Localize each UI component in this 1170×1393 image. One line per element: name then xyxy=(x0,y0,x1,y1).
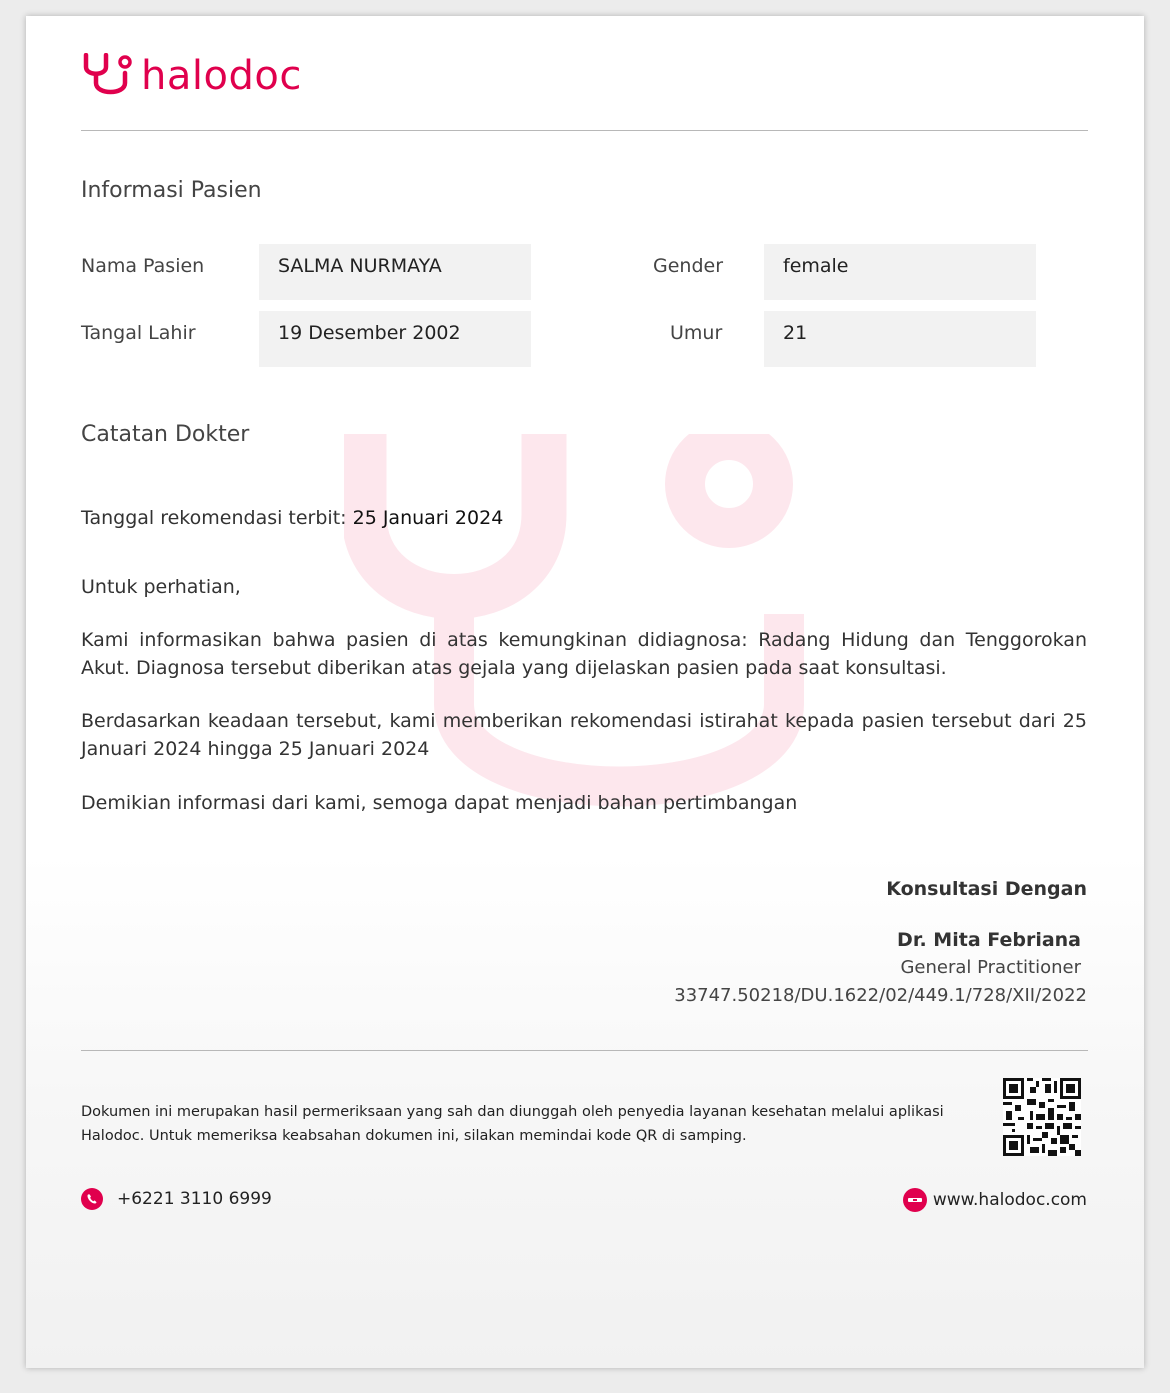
issue-date-line xyxy=(81,504,503,532)
website-contact[interactable] xyxy=(903,1188,1087,1212)
patient-name-value: SALMA NURMAYA xyxy=(259,244,531,300)
gender-label: Gender xyxy=(653,255,724,277)
age-label: Umur xyxy=(670,322,723,344)
patient-info-title: Informasi Pasien xyxy=(81,178,262,203)
validity-disclaimer: Dokumen ini merupakan hasil permeriksaan yang sah dan diunggah oleh penyedia layanan kesehatan melalui aplikasi Halodoc. Untuk memeriksa keabsahan dokumen ini, silakan memindai kode QR di samping. xyxy=(81,1104,944,1144)
age-value: 21 xyxy=(764,311,1036,367)
doctor-license-number: 33747.50218/DU.1622/02/449.1/728/XII/2022 xyxy=(674,985,1087,1006)
globe-icon xyxy=(903,1188,927,1212)
halodoc-logo xyxy=(81,54,302,98)
issue-date-label: Tanggal rekomendasi terbit: xyxy=(81,507,353,529)
dob-label: Tangal Lahir xyxy=(81,322,196,344)
diagnosis-paragraph: Kami informasikan bahwa pasien di atas kemungkinan didiagnosa: Radang Hidung dan Tenggorokan Akut. Diagnosa tersebut diberikan atas gejala yang dijelaskan pasien pada saat konsultasi. xyxy=(81,629,1087,679)
doctor-role: General Practitioner xyxy=(900,957,1081,978)
website-link[interactable]: www.halodoc.com xyxy=(932,1190,1087,1210)
doctor-name: Dr. Mita Febriana xyxy=(897,929,1081,951)
footer-divider xyxy=(81,1050,1088,1051)
qr-code-icon[interactable] xyxy=(1003,1078,1081,1156)
consultation-heading: Konsultasi Dengan xyxy=(886,878,1087,900)
gender-value: female xyxy=(764,244,1036,300)
dob-value: 19 Desember 2002 xyxy=(259,311,531,367)
greeting: Untuk perhatian, xyxy=(81,576,241,598)
brand-name: halodoc xyxy=(141,53,302,99)
issue-date-value: 25 Januari 2024 xyxy=(352,507,504,529)
header-divider xyxy=(81,130,1088,131)
phone-number: +6221 3110 6999 xyxy=(117,1189,272,1209)
closing-line: Demikian informasi dari kami, semoga dapat menjadi bahan pertimbangan xyxy=(81,792,798,814)
rest-recommendation-paragraph: Berdasarkan keadaan tersebut, kami memberikan rekomendasi istirahat kepada pasien tersebut dari 25 Januari 2024 hingga 25 Januari 2024 xyxy=(81,710,1087,760)
stethoscope-logo-icon xyxy=(81,53,133,99)
certificate-page xyxy=(26,16,1144,1368)
phone-icon xyxy=(81,1188,103,1210)
patient-name-label: Nama Pasien xyxy=(81,255,205,277)
phone-contact[interactable] xyxy=(81,1188,272,1210)
doctor-notes-title: Catatan Dokter xyxy=(81,422,250,447)
